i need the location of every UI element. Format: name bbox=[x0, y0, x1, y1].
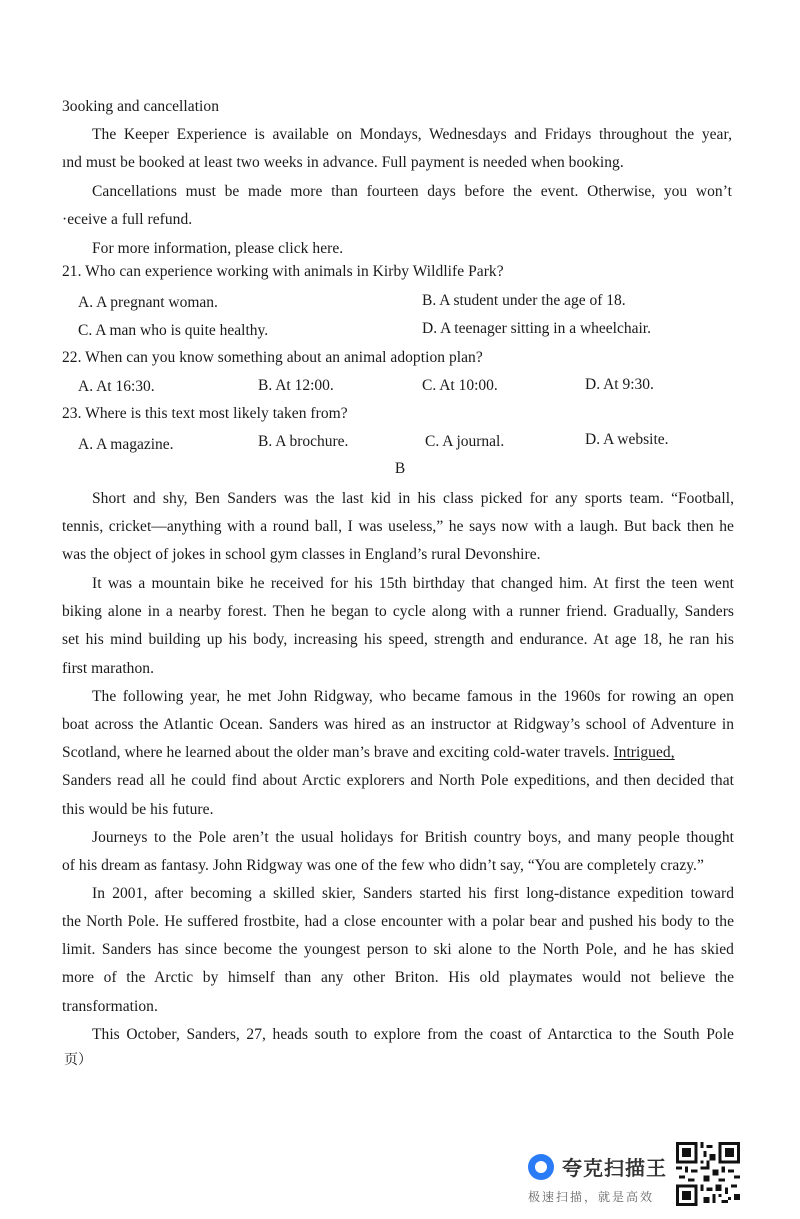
section-label: B bbox=[394, 460, 406, 477]
answer-option: B. A brochure. bbox=[258, 433, 349, 450]
paragraph-line: ınd must be booked at least two weeks in advance. Full payment is needed when booking. bbox=[62, 154, 624, 171]
answer-option: A. A pregnant woman. bbox=[78, 294, 218, 311]
paragraph-line: transformation. bbox=[62, 998, 158, 1015]
page-footer-fragment: 页） bbox=[64, 1052, 93, 1068]
paragraph-line: The Keeper Experience is available on Mondays, Wednesdays and Fridays throughout the year, bbox=[92, 126, 732, 143]
paragraph-text: Scotland, where he learned about the older man’s brave and exciting cold-water travels. bbox=[62, 744, 610, 761]
answer-option: B. At 12:00. bbox=[258, 377, 334, 394]
paragraph-line: first marathon. bbox=[62, 660, 155, 677]
paragraph-line: the North Pole. He suffered frostbite, had a close encounter with a polar bear and pushed his body to the bbox=[62, 913, 734, 930]
answer-option: C. A man who is quite healthy. bbox=[78, 322, 269, 339]
paragraph-line: boat across the Atlantic Ocean. Sanders was hired as an instructor at Ridgway’s school of Adventure in bbox=[62, 716, 734, 733]
paragraph-line: The following year, he met John Ridgway, who became famous in the 1960s for rowing an open bbox=[92, 688, 734, 705]
paragraph-line: this would be his future. bbox=[62, 801, 214, 818]
scanner-slogan: 极速扫描，就是高效 bbox=[528, 1190, 655, 1204]
question-stem: 21. Who can experience working with animals in Kirby Wildlife Park? bbox=[62, 263, 504, 280]
qr-code-icon bbox=[676, 1142, 740, 1206]
answer-option: D. A teenager sitting in a wheelchair. bbox=[422, 320, 651, 337]
answer-option: A. A magazine. bbox=[78, 436, 174, 453]
paragraph-line: ·eceive a full refund. bbox=[62, 211, 193, 228]
answer-option: A. At 16:30. bbox=[78, 378, 155, 395]
paragraph-line: Cancellations must be made more than fourteen days before the event. Otherwise, you won’t bbox=[92, 183, 732, 200]
paragraph-line: more of the Arctic by himself than any other Briton. His old playmates would not believe the bbox=[62, 969, 734, 986]
scanner-logo-icon bbox=[528, 1154, 554, 1180]
answer-option: C. A journal. bbox=[425, 433, 505, 450]
answer-option: D. At 9:30. bbox=[585, 376, 654, 393]
paragraph-line: Short and shy, Ben Sanders was the last kid in his class picked for any sports team. “Football, bbox=[92, 490, 734, 507]
underlined-word: Intrigued, bbox=[613, 744, 675, 761]
paragraph-line: In 2001, after becoming a skilled skier, Sanders started his first long-distance expedition toward bbox=[92, 885, 734, 902]
paragraph-line: limit. Sanders has since become the youngest person to ski alone to the North Pole, and he has skied bbox=[62, 941, 734, 958]
paragraph-line: of his dream as fantasy. John Ridgway was one of the few who didn’t say, “You are completely crazy.” bbox=[62, 857, 704, 874]
question-stem: 22. When can you know something about an animal adoption plan? bbox=[62, 349, 483, 366]
paragraph-line: For more information, please click here. bbox=[92, 240, 344, 257]
paragraph-line: Sanders read all he could find about Arctic explorers and North Pole expeditions, and then decided that bbox=[62, 772, 734, 789]
answer-option: C. At 10:00. bbox=[422, 377, 498, 394]
answer-option: D. A website. bbox=[585, 431, 669, 448]
section-heading: 3ooking and cancellation bbox=[62, 98, 220, 115]
answer-option: B. A student under the age of 18. bbox=[422, 292, 626, 309]
paragraph-line: set his mind building up his body, increasing his speed, strength and endurance. At age 18, he ran his bbox=[62, 631, 734, 648]
paragraph-line: tennis, cricket—anything with a round ball, I was useless,” he says now with a laugh. But back then he bbox=[62, 518, 734, 535]
paragraph-line bbox=[62, 743, 675, 763]
question-stem: 23. Where is this text most likely taken from? bbox=[62, 405, 348, 422]
scanner-app-name: 夸克扫描王 bbox=[562, 1156, 667, 1180]
paragraph-line: biking alone in a nearby forest. Then he began to cycle along with a runner friend. Gradually, Sanders bbox=[62, 603, 734, 620]
paragraph-line: was the object of jokes in school gym classes in England’s rural Devonshire. bbox=[62, 546, 541, 563]
paragraph-line: Journeys to the Pole aren’t the usual holidays for British country boys, and many people thought bbox=[92, 829, 734, 846]
paragraph-line: This October, Sanders, 27, heads south to explore from the coast of Antarctica to the South Pole bbox=[92, 1026, 734, 1043]
paragraph-line: It was a mountain bike he received for his 15th birthday that changed him. At first the teen went bbox=[92, 575, 734, 592]
